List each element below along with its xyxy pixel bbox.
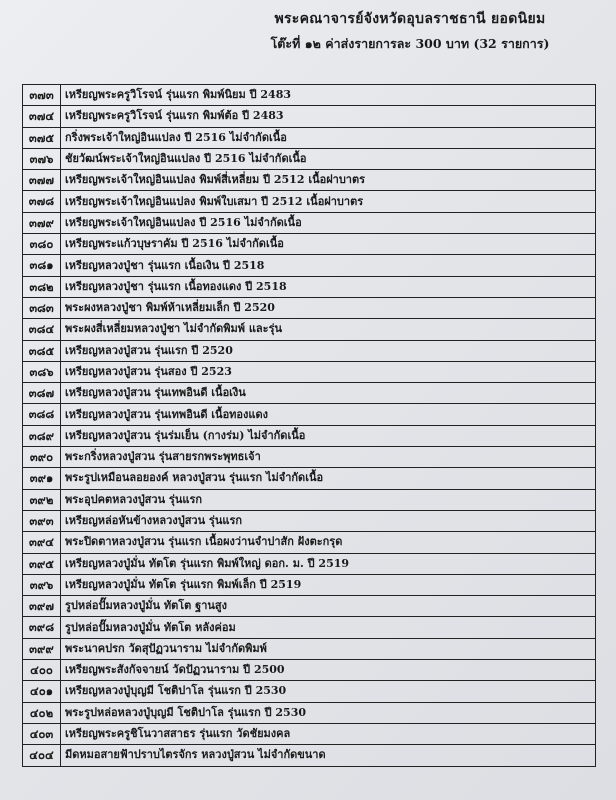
list-item: [23, 149, 595, 170]
item-number: ๓๗๓: [23, 85, 61, 105]
item-number: ๓๘๖: [23, 362, 61, 382]
list-item: [23, 277, 595, 298]
list-item: [23, 191, 595, 212]
list-item: [23, 234, 595, 255]
item-number: ๓๗๘: [23, 191, 61, 211]
item-number: ๓๗๗: [23, 170, 61, 190]
item-number: ๓๘๘: [23, 404, 61, 424]
list-item: [23, 106, 595, 127]
list-item: [23, 681, 595, 702]
item-description: เหรียญหลวงปู่สวน รุ่นแรก ปี 2520: [65, 343, 233, 357]
item-description: พระผงสี่เหลี่ยมหลวงปู่ชา ไม่จำกัดพิมพ์ และรุ่น: [65, 322, 282, 336]
item-description: เหรียญพระครูชิโนวาสสาธร รุ่นแรก วัดชัยมงคล: [65, 727, 291, 741]
item-description: เหรียญหลวงปู่บุญมี โชติปาโล รุ่นแรก ปี 2530: [65, 684, 287, 698]
list-item: [23, 724, 595, 745]
list-item: [23, 404, 595, 425]
item-number: ๔๐๑: [23, 681, 61, 701]
list-item: [23, 298, 595, 319]
header: [230, 8, 590, 54]
item-description: เหรียญพระเจ้าใหญ่อินแปลง ปี 2516 ไม่จำกัดเนื้อ: [65, 215, 302, 229]
list-item: [23, 319, 595, 340]
list-item: [23, 85, 595, 106]
list-item: [23, 255, 595, 276]
item-description: เหรียญหลวงปู่สวน รุ่นเทพอินดี เนื้อทองแดง: [65, 407, 269, 421]
item-number: ๔๐๓: [23, 724, 61, 744]
page-subtitle: โต๊ะที่ ๑๒ ค่าส่งรายการละ 300 บาท (32 รายการ): [270, 36, 550, 51]
list-item: [23, 554, 595, 575]
list-item: [23, 468, 595, 489]
item-number: ๓๗๖: [23, 149, 61, 169]
item-number: ๓๗๙: [23, 213, 61, 233]
list-item: [23, 703, 595, 724]
item-number: ๓๘๙: [23, 426, 61, 446]
list-item: [23, 170, 595, 191]
item-description: พระรูปเหมือนลอยองค์ หลวงปู่สวน รุ่นแรก ไม่จำกัดเนื้อ: [65, 471, 324, 485]
item-description: เหรียญหลวงปู่ชา รุ่นแรก เนื้อทองแดง ปี 2518: [65, 279, 287, 293]
item-number: ๓๘๒: [23, 277, 61, 297]
item-number: ๓๗๕: [23, 128, 61, 148]
item-description: เหรียญพระสังกัจจายน์ วัดปัฏวนาราม ปี 2500: [65, 663, 285, 677]
list-item: [23, 745, 595, 766]
item-description: เหรียญหลวงปู่สวน รุ่นร่มเย็น (กางร่ม) ไม่จำกัดเนื้อ: [65, 428, 306, 442]
list-item: [23, 596, 595, 617]
list-item: [23, 532, 595, 553]
list-item: [23, 341, 595, 362]
item-description: พระปิดตาหลวงปู่สวน รุ่นแรก เนื้อผงว่านจำปาสัก ฝังตะกรุด: [65, 535, 343, 549]
item-number: ๓๘๐: [23, 234, 61, 254]
item-description: รูปหล่อปั๊มหลวงปู่มั่น ทัตโต หลังค่อม: [65, 620, 236, 634]
list-item: [23, 660, 595, 681]
item-description: รูปหล่อปั๊มหลวงปู่มั่น ทัตโต ฐานสูง: [65, 599, 227, 613]
item-description: เหรียญพระครูวิโรจน์ รุ่นแรก พิมพ์ต้อ ปี 2483: [65, 109, 284, 123]
item-description: เหรียญหล่อหันข้างหลวงปู่สวน รุ่นแรก: [65, 514, 243, 528]
item-description: พระกริ่งหลวงปู่สวน รุ่นสายรกพระพุทธเจ้า: [65, 450, 261, 464]
item-description: พระนาคปรก วัดสุปัฏวนาราม ไม่จำกัดพิมพ์: [65, 641, 267, 655]
item-description: มีดหมอสายฟ้าปราบไตรจักร หลวงปู่สวน ไม่จำกัดขนาด: [65, 748, 326, 762]
item-number: ๓๙๑: [23, 468, 61, 488]
list-item: [23, 128, 595, 149]
list-item: [23, 490, 595, 511]
item-description: เหรียญหลวงปู่สวน รุ่นเทพอินดี เนื้อเงิน: [65, 386, 246, 400]
list-item: [23, 511, 595, 532]
item-number: ๔๐๐: [23, 660, 61, 680]
page-title: พระคณาจารย์จังหวัดอุบลราชธานี ยอดนิยม: [274, 11, 546, 27]
item-number: ๓๙๐: [23, 447, 61, 467]
item-number: ๓๘๗: [23, 383, 61, 403]
item-number: ๓๙๙: [23, 639, 61, 659]
item-description: เหรียญพระแก้วบุษราคัม ปี 2516 ไม่จำกัดเนื้อ: [65, 237, 284, 251]
item-description: เหรียญหลวงปู่สวน รุ่นสอง ปี 2523: [65, 365, 232, 378]
list-item: [23, 447, 595, 468]
item-number: ๔๐๒: [23, 703, 61, 723]
item-number: ๓๙๔: [23, 532, 61, 552]
item-description: เหรียญพระครูวิโรจน์ รุ่นแรก พิมพ์นิยม ปี 2483: [65, 88, 291, 102]
list-item: [23, 617, 595, 638]
list-item: [23, 575, 595, 596]
item-number: ๓๙๖: [23, 575, 61, 595]
list-item: [23, 383, 595, 404]
item-description: กริ่งพระเจ้าใหญ่อินแปลง ปี 2516 ไม่จำกัดเนื้อ: [65, 130, 287, 144]
item-description: พระรูปหล่อหลวงปู่บุญมี โชติปาโล รุ่นแรก ปี 2530: [65, 705, 307, 719]
item-description: เหรียญพระเจ้าใหญ่อินแปลง พิมพ์ใบเสมา ปี 2512 เนื้อฝาบาตร: [65, 194, 364, 208]
item-description: พระผงหลวงปู่ชา พิมพ์ห้าเหลี่ยมเล็ก ปี 2520: [65, 301, 275, 315]
item-description: ชัยวัฒน์พระเจ้าใหญ่อินแปลง ปี 2516 ไม่จำกัดเนื้อ: [65, 152, 307, 166]
item-description: เหรียญหลวงปู่มั่น ทัตโต รุ่นแรก พิมพ์เล็ก ปี 2519: [65, 577, 302, 591]
item-number: ๓๙๕: [23, 554, 61, 574]
item-number: ๓๙๒: [23, 490, 61, 510]
item-description: เหรียญหลวงปู่มั่น ทัตโต รุ่นแรก พิมพ์ใหญ่ ดอก. ม. ปี 2519: [65, 556, 350, 570]
item-list: [22, 84, 596, 767]
item-description: เหรียญหลวงปู่ชา รุ่นแรก เนื้อเงิน ปี 2518: [65, 258, 265, 272]
list-item: [23, 639, 595, 660]
item-number: ๓๙๗: [23, 596, 61, 616]
list-item: [23, 213, 595, 234]
item-number: ๓๙๓: [23, 511, 61, 531]
list-item: [23, 362, 595, 383]
item-number: ๓๘๓: [23, 298, 61, 318]
item-number: ๓๘๕: [23, 341, 61, 361]
list-item: [23, 426, 595, 447]
item-number: ๔๐๔: [23, 745, 61, 765]
item-number: ๓๘๑: [23, 255, 61, 275]
item-number: ๓๗๔: [23, 106, 61, 126]
item-number: ๓๘๔: [23, 319, 61, 339]
item-description: เหรียญพระเจ้าใหญ่อินแปลง พิมพ์สี่เหลี่ยม ปี 2512 เนื้อฝาบาตร: [65, 173, 366, 187]
item-number: ๓๙๘: [23, 617, 61, 637]
item-description: พระอุปคตหลวงปู่สวน รุ่นแรก: [65, 492, 203, 506]
